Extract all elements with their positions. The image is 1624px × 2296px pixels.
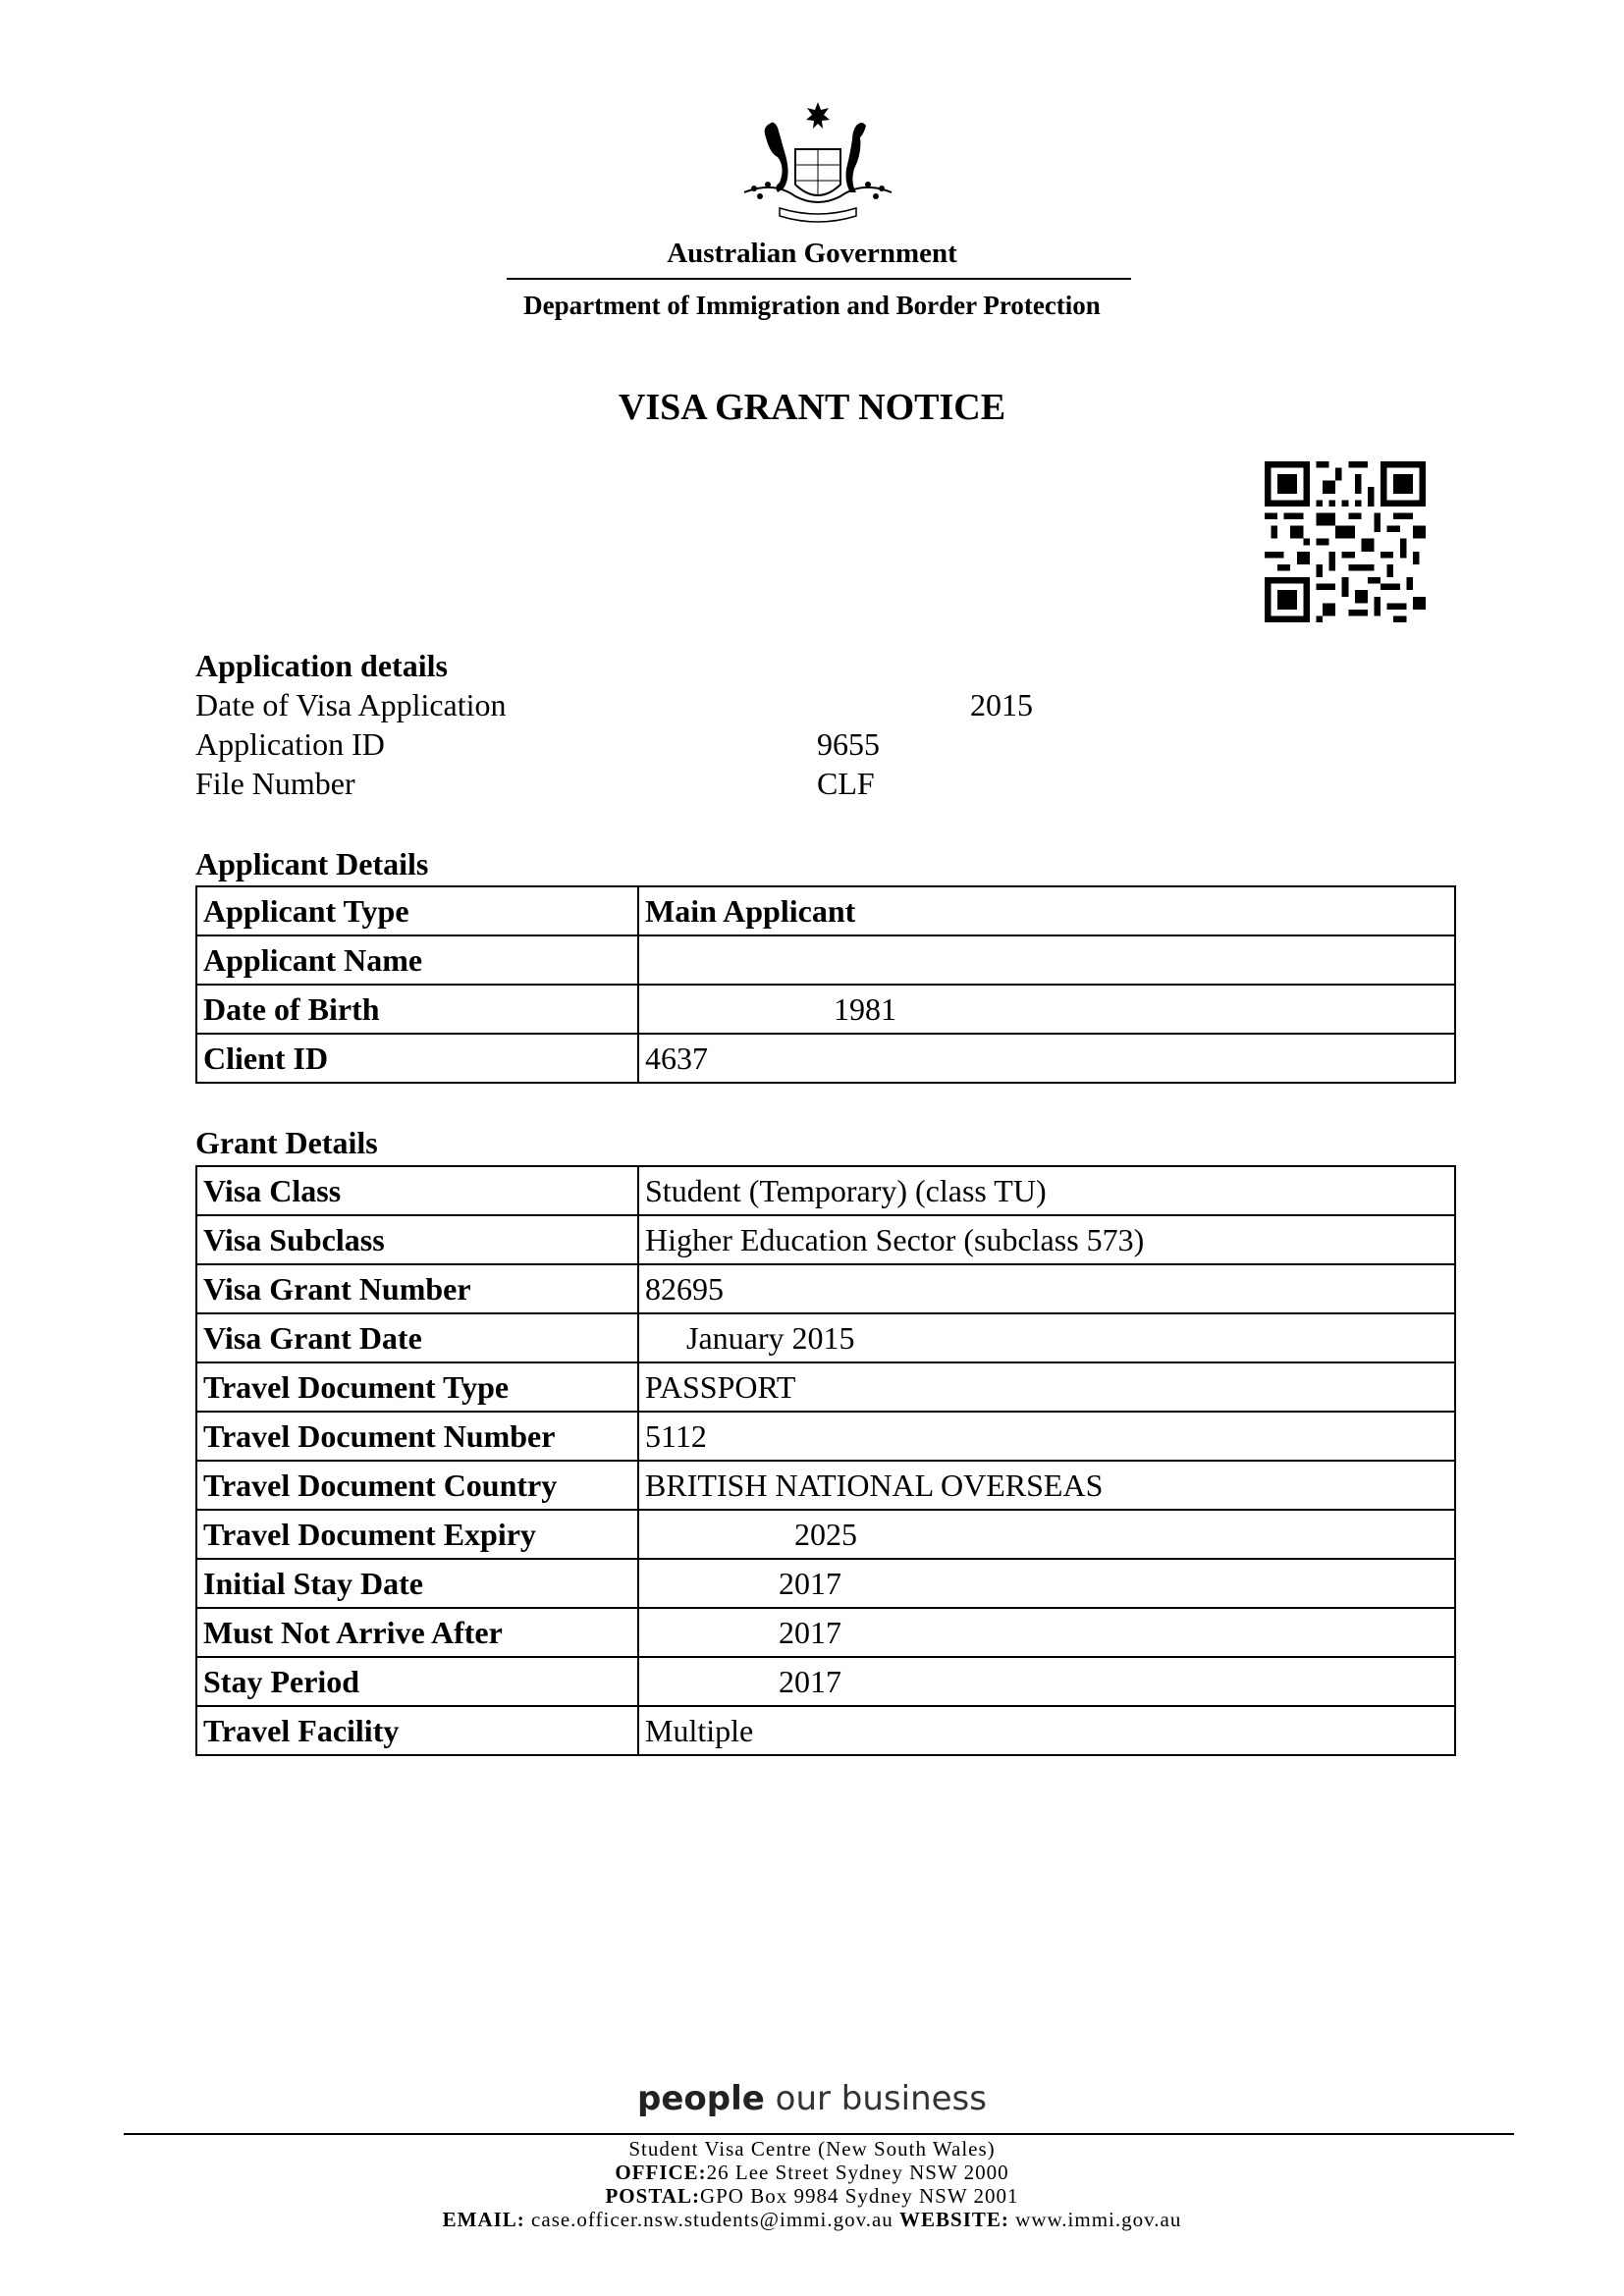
postal-label: POSTAL: — [605, 2184, 700, 2208]
applicant-name-value — [638, 935, 1455, 985]
footer-office — [0, 2161, 1624, 2185]
visa-class-value: Student (Temporary) (class TU) — [638, 1166, 1455, 1215]
travel-document-country-label: Travel Document Country — [196, 1461, 638, 1510]
table-row — [196, 1461, 1455, 1510]
table-row — [196, 886, 1455, 935]
travel-document-type-value: PASSPORT — [638, 1362, 1455, 1412]
visa-class-label: Visa Class — [196, 1166, 638, 1215]
travel-document-expiry-value: 2025 — [638, 1510, 1455, 1559]
table-row — [196, 1706, 1455, 1755]
table-row — [196, 1034, 1455, 1083]
travel-document-country-value: BRITISH NATIONAL OVERSEAS — [638, 1461, 1455, 1510]
travel-document-number-value: 5112 — [638, 1412, 1455, 1461]
office-label: OFFICE: — [615, 2161, 707, 2184]
applicant-details-table — [195, 885, 1456, 1084]
table-row — [196, 1313, 1455, 1362]
table-row — [196, 1362, 1455, 1412]
visa-grant-number-label: Visa Grant Number — [196, 1264, 638, 1313]
travel-facility-value: Multiple — [638, 1706, 1455, 1755]
file-number-label: File Number — [195, 766, 355, 801]
application-details-heading: Application details — [195, 648, 448, 683]
footer-centre: Student Visa Centre (New South Wales) — [628, 2137, 996, 2161]
coat-of-arms-logo — [734, 98, 901, 231]
visa-grant-date-value: January 2015 — [638, 1313, 1455, 1362]
table-row — [196, 1412, 1455, 1461]
office-address: 26 Lee Street Sydney NSW 2000 — [706, 2161, 1009, 2184]
application-id-value: 9655 — [817, 726, 880, 762]
table-row — [196, 1657, 1455, 1706]
client-id-label: Client ID — [196, 1034, 638, 1083]
application-id-label: Application ID — [195, 726, 385, 762]
email-label: EMAIL: — [442, 2208, 525, 2231]
date-of-visa-application-label: Date of Visa Application — [195, 687, 507, 722]
slogan — [0, 2079, 1624, 2118]
travel-document-expiry-label: Travel Document Expiry — [196, 1510, 638, 1559]
table-row — [196, 1608, 1455, 1657]
government-name: Australian Government — [667, 238, 957, 269]
date-of-visa-application-value: 2015 — [970, 687, 1033, 722]
initial-stay-date-value: 2017 — [638, 1559, 1455, 1608]
slogan-light: our business — [775, 2079, 987, 2118]
stay-period-value: 2017 — [638, 1657, 1455, 1706]
initial-stay-date-label: Initial Stay Date — [196, 1559, 638, 1608]
visa-subclass-label: Visa Subclass — [196, 1215, 638, 1264]
stay-period-label: Stay Period — [196, 1657, 638, 1706]
website-label: WEBSITE: — [899, 2208, 1009, 2231]
table-row — [196, 1510, 1455, 1559]
slogan-bold: people — [637, 2079, 765, 2118]
table-row — [196, 1215, 1455, 1264]
applicant-type-value: Main Applicant — [638, 886, 1455, 935]
applicant-type-label: Applicant Type — [196, 886, 638, 935]
visa-subclass-value: Higher Education Sector (subclass 573) — [638, 1215, 1455, 1264]
grant-details-heading: Grant Details — [195, 1125, 378, 1160]
table-row — [196, 935, 1455, 985]
client-id-value: 4637 — [638, 1034, 1455, 1083]
file-number-value: CLF — [817, 766, 875, 801]
footer-postal — [0, 2184, 1624, 2209]
applicant-details-heading: Applicant Details — [195, 846, 429, 881]
date-of-birth-value: 1981 — [638, 985, 1455, 1034]
table-row — [196, 1166, 1455, 1215]
must-not-arrive-after-value: 2017 — [638, 1608, 1455, 1657]
website-link[interactable]: www.immi.gov.au — [1015, 2208, 1182, 2231]
date-of-birth-label: Date of Birth — [196, 985, 638, 1034]
travel-facility-label: Travel Facility — [196, 1706, 638, 1755]
applicant-name-label: Applicant Name — [196, 935, 638, 985]
visa-grant-date-label: Visa Grant Date — [196, 1313, 638, 1362]
travel-document-type-label: Travel Document Type — [196, 1362, 638, 1412]
postal-address: GPO Box 9984 Sydney NSW 2001 — [699, 2184, 1019, 2208]
footer-divider — [124, 2133, 1514, 2135]
table-row — [196, 1559, 1455, 1608]
grant-details-table — [195, 1165, 1456, 1756]
department-name: Department of Immigration and Border Protection — [523, 291, 1101, 320]
table-row — [196, 1264, 1455, 1313]
travel-document-number-label: Travel Document Number — [196, 1412, 638, 1461]
visa-grant-number-value: 82695 — [638, 1264, 1455, 1313]
table-row — [196, 985, 1455, 1034]
header-divider — [507, 278, 1131, 280]
document-title: VISA GRANT NOTICE — [618, 387, 1006, 428]
email-address[interactable]: case.officer.nsw.students@immi.gov.au — [531, 2208, 893, 2231]
qr-code — [1265, 461, 1426, 622]
footer-contact — [0, 2208, 1624, 2232]
must-not-arrive-after-label: Must Not Arrive After — [196, 1608, 638, 1657]
